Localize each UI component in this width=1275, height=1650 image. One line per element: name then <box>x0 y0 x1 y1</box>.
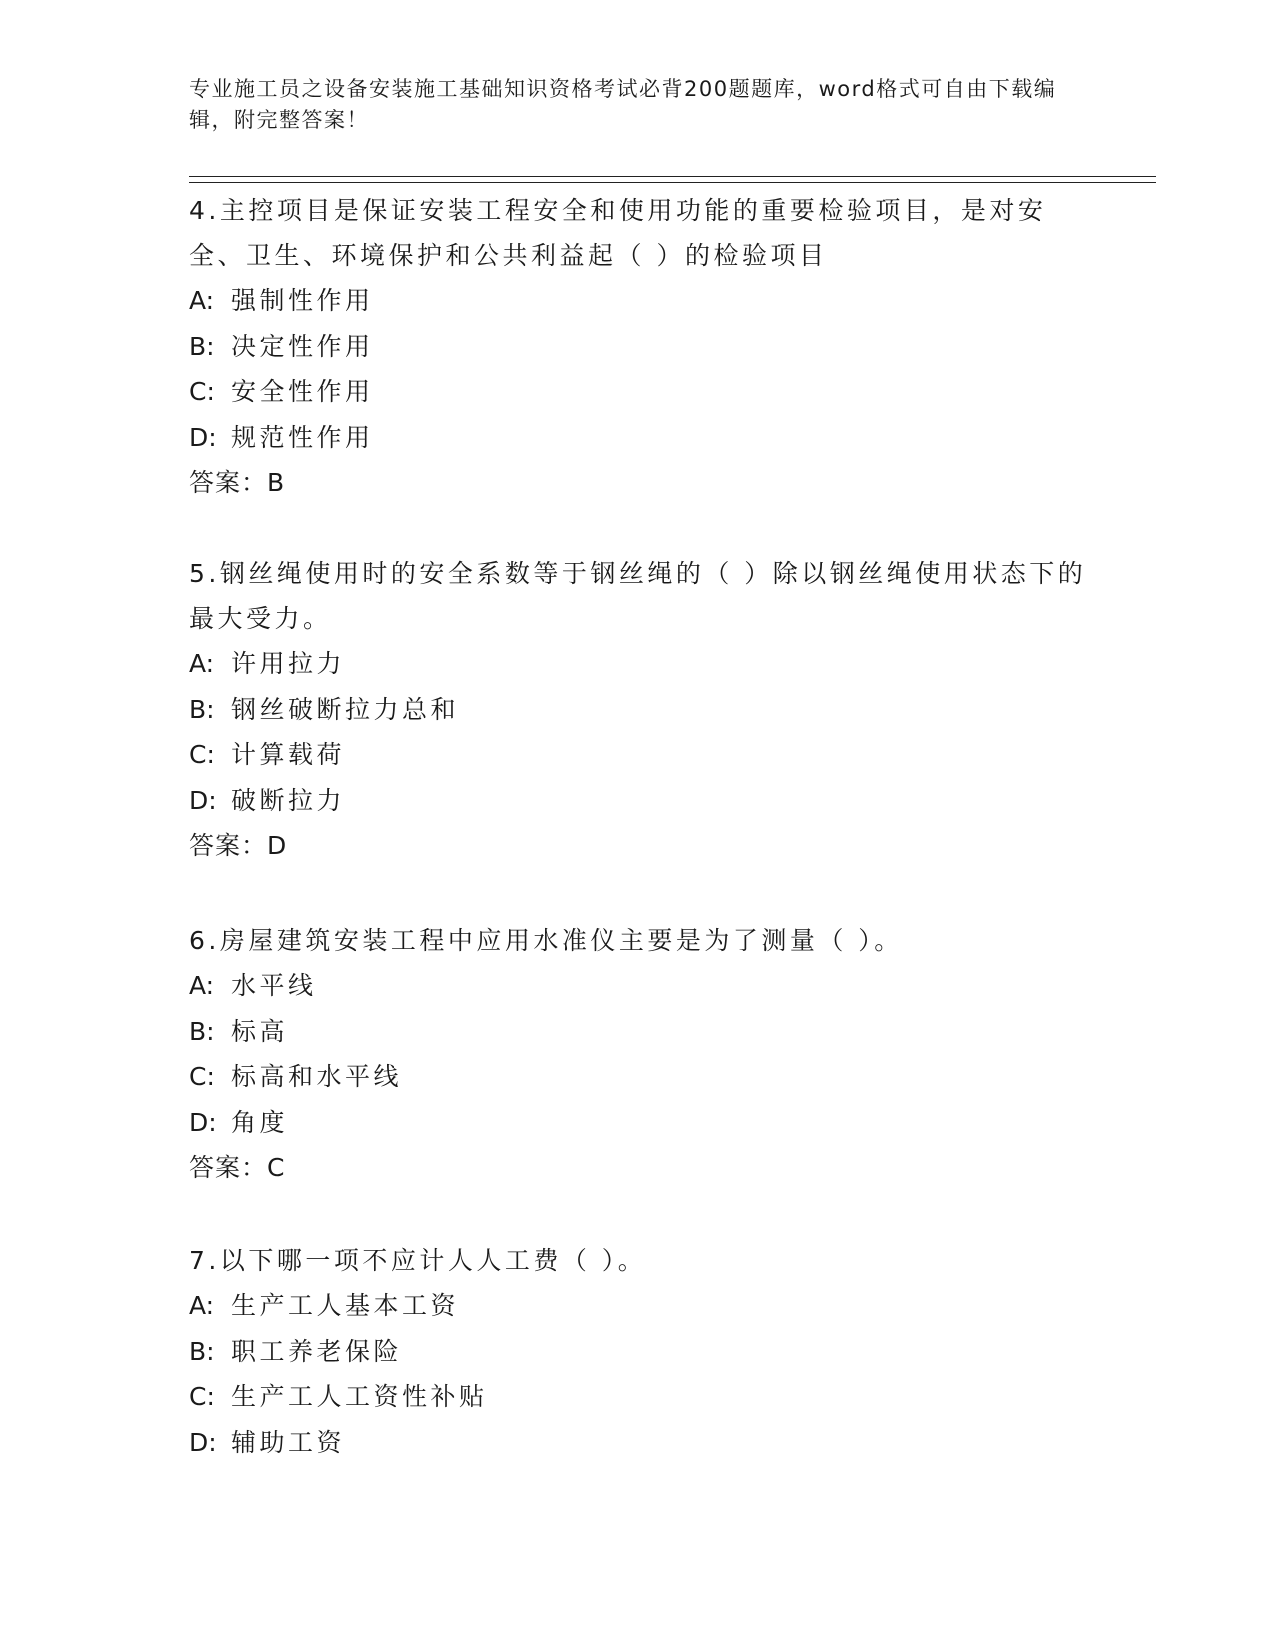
option-key: B: <box>189 331 215 361</box>
option-key: B: <box>189 1016 215 1046</box>
option-b <box>189 1329 1089 1375</box>
option-key: B: <box>189 1336 215 1366</box>
option-key: B: <box>189 694 215 724</box>
header-divider-bottom <box>189 182 1156 183</box>
option-key: C: <box>189 377 215 406</box>
option-c <box>189 1374 1089 1420</box>
option-key: D: <box>189 422 217 452</box>
question-block <box>189 1238 1089 1465</box>
option-text: 规范性作用 <box>231 422 374 452</box>
option-d <box>189 1420 1089 1466</box>
option-text: 职工养老保险 <box>231 1336 403 1366</box>
option-key: C: <box>189 1062 215 1091</box>
option-text: 生产工人基本工资 <box>231 1291 460 1320</box>
answer-line: 答案：D <box>189 831 288 860</box>
answer-line: 答案：C <box>189 1153 286 1182</box>
option-key: A: <box>189 971 215 1000</box>
option-text: 安全性作用 <box>231 377 374 406</box>
option-text: 标高 <box>231 1016 289 1046</box>
option-text: 辅助工资 <box>231 1427 346 1457</box>
option-a <box>189 963 1089 1009</box>
question-stem: 6.房屋建筑安装工程中应用水准仪主要是为了测量（ ）。 <box>189 926 903 955</box>
option-text: 水平线 <box>231 971 317 1000</box>
option-key: D: <box>189 1427 217 1457</box>
option-key: D: <box>189 785 217 815</box>
question-stem: 5.钢丝绳使用时的安全系数等于钢丝绳的（ ）除以钢丝绳使用状态下的最大受力。 <box>189 559 1087 633</box>
option-c <box>189 1054 1089 1100</box>
option-text: 许用拉力 <box>231 649 346 678</box>
option-c <box>189 732 1089 778</box>
option-d <box>189 415 1089 461</box>
option-d <box>189 1100 1089 1146</box>
question-stem: 4.主控项目是保证安装工程安全和使用功能的重要检验项目，是对安全、卫生、环境保护和公共利益起（ ）的检验项目 <box>189 196 1047 270</box>
option-text: 决定性作用 <box>231 331 374 361</box>
answer-line: 答案：B <box>189 468 286 497</box>
question-block <box>189 551 1089 869</box>
option-text: 标高和水平线 <box>231 1062 403 1091</box>
option-key: A: <box>189 1291 215 1320</box>
document-title: 专业施工员之设备安装施工基础知识资格考试必背200题题库，word格式可自由下载编辑，附完整答案！ <box>189 77 1057 132</box>
option-a <box>189 1283 1089 1329</box>
question-block <box>189 918 1089 1191</box>
option-a <box>189 278 1089 324</box>
option-b <box>189 1009 1089 1055</box>
option-key: A: <box>189 286 215 315</box>
option-text: 钢丝破断拉力总和 <box>231 694 460 724</box>
option-a <box>189 641 1089 687</box>
question-stem: 7.以下哪一项不应计人人工费（ ）。 <box>189 1246 647 1275</box>
option-d <box>189 778 1089 824</box>
option-b <box>189 687 1089 733</box>
option-key: A: <box>189 649 215 678</box>
option-b <box>189 324 1089 370</box>
option-text: 生产工人工资性补贴 <box>231 1382 488 1411</box>
option-text: 角度 <box>231 1107 289 1137</box>
option-c <box>189 369 1089 415</box>
option-text: 破断拉力 <box>231 785 346 815</box>
option-key: C: <box>189 740 215 769</box>
header-divider-top <box>189 176 1156 177</box>
option-text: 强制性作用 <box>231 286 374 315</box>
question-block <box>189 188 1089 506</box>
option-text: 计算载荷 <box>231 740 346 769</box>
option-key: D: <box>189 1107 217 1137</box>
option-key: C: <box>189 1382 215 1411</box>
